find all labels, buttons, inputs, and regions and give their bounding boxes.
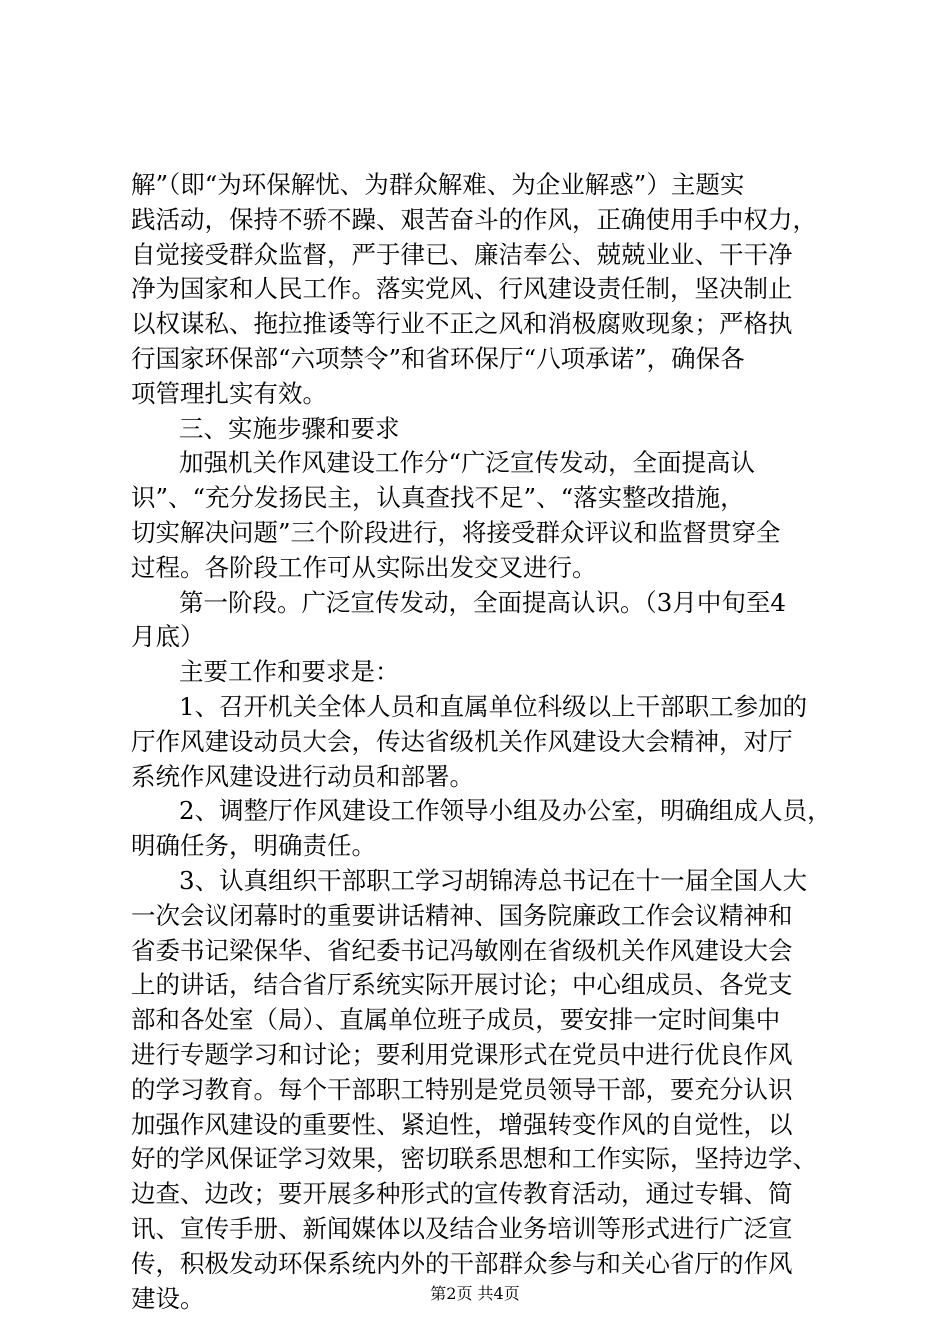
text-line: 2、调整厅作风建设工作领导小组及办公室，明确组成人员， <box>179 796 832 826</box>
text-line: 三、实施步骤和要求 <box>179 413 400 443</box>
text-line: 厅作风建设动员大会，传达省级机关作风建设大会精神，对厅 <box>131 726 793 756</box>
text-line: 一次会议闭幕时的重要讲话精神、国务院廉政工作会议精神和 <box>131 900 793 930</box>
text-line: 解”（即“为环保解忧、为群众解难、为企业解惑”）主题实 <box>131 170 745 199</box>
text-line: 项管理扎实有效。 <box>131 378 327 408</box>
text-line: 过程。各阶段工作可从实际出发交叉进行。 <box>131 552 597 582</box>
text-line: 行国家环保部“六项禁令”和省环保厅“八项承诺”，确保各 <box>131 343 745 373</box>
text-line: 建设。 <box>131 1283 205 1313</box>
text-line: 以权谋私、拖拉推诿等行业不正之风和消极腐败现象；严格执 <box>131 309 793 339</box>
text-line: 月底） <box>131 622 205 652</box>
text-line: 的学习教育。每个干部职工特别是党员领导干部，要充分认识 <box>131 1074 793 1104</box>
text-line: 系统作风建设进行动员和部署。 <box>131 761 474 791</box>
text-line: 传，积极发动环保系统内外的干部群众参与和关心省厅的作风 <box>131 1248 793 1278</box>
page-number-label: 第2页 共4页 <box>430 1284 520 1303</box>
text-line: 部和各处室（局）、直属单位班子成员，要安排一定时间集中 <box>131 1005 781 1035</box>
text-line: 净为国家和人民工作。落实党风、行风建设责任制，坚决制止 <box>131 274 793 304</box>
text-line: 加强作风建设的重要性、紧迫性，增强转变作风的自觉性，以 <box>131 1109 793 1139</box>
text-line: 上的讲话，结合省厅系统实际开展讨论；中心组成员、各党支 <box>131 970 793 1000</box>
text-line: 进行专题学习和讨论；要利用党课形式在党员中进行优良作风 <box>131 1039 793 1069</box>
page-footer <box>0 1281 950 1304</box>
text-line: 主要工作和要求是： <box>179 657 400 687</box>
text-line: 讯、宣传手册、新闻媒体以及结合业务培训等形式进行广泛宣 <box>131 1213 793 1243</box>
text-line: 加强机关作风建设工作分“广泛宣传发动，全面提高认 <box>179 448 756 478</box>
text-line: 1、召开机关全体人员和直属单位科级以上干部职工参加的 <box>179 691 808 721</box>
text-line: 省委书记梁保华、省纪委书记冯敏刚在省级机关作风建设大会 <box>131 935 793 965</box>
text-line: 好的学风保证学习效果，密切联系思想和工作实际，坚持边学、 <box>131 1144 817 1174</box>
text-line: 践活动，保持不骄不躁、艰苦奋斗的作风，正确使用手中权力， <box>131 204 817 234</box>
text-line: 边查、边改；要开展多种形式的宣传教育活动，通过专辑、简 <box>131 1179 793 1209</box>
text-line: 识”、“充分发扬民主，认真查找不足”、“落实整改措施， <box>131 483 745 513</box>
document-body <box>131 168 831 1316</box>
text-line: 3、认真组织干部职工学习胡锦涛总书记在十一届全国人大 <box>179 865 808 895</box>
text-line: 切实解决问题”三个阶段进行，将接受群众评议和监督贯穿全 <box>131 517 781 547</box>
text-line: 第一阶段。广泛宣传发动，全面提高认识。（3月中旬至4 <box>179 587 786 617</box>
text-line: 自觉接受群众监督，严于律已、廉洁奉公、兢兢业业、干干净 <box>131 239 793 269</box>
text-line: 明确任务，明确责任。 <box>131 831 376 861</box>
